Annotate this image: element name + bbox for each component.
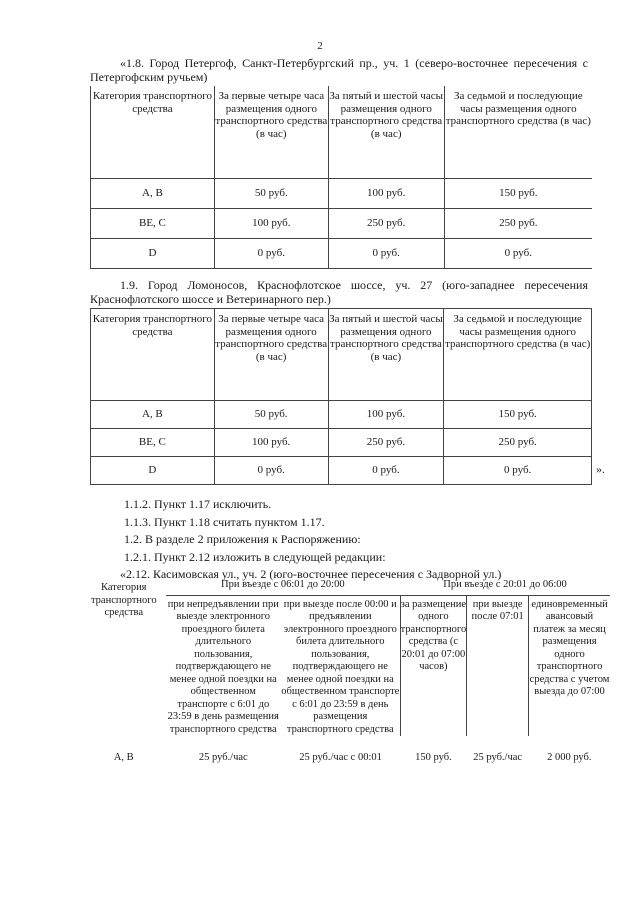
cell-price: 150 руб.: [415, 752, 452, 763]
table-header-row: [91, 86, 593, 178]
cell-category: BE, C: [91, 208, 215, 238]
cell-category: BE, C: [91, 429, 215, 457]
subheader-monthly-payment: единовременный авансовый платеж за месяц размещения одного транспортного средства с учетом выезда до 07:00: [529, 595, 610, 736]
header-seventh-hours: За седьмой и последующие часы размещения одного транспортного средства (в час): [444, 86, 592, 178]
header-day-entry: При въезде с 06:01 до 20:00: [166, 576, 401, 595]
header-seventh-hours: За седьмой и последующие часы размещения одного транспортного средства (в час): [444, 309, 592, 401]
section-1-9-caption: [90, 278, 588, 306]
cell-price: 0 руб.: [328, 457, 444, 485]
amendment-item: 1.1.2. Пункт 1.17 исключить.: [124, 497, 272, 511]
cell-price: 150 руб.: [444, 178, 592, 208]
amendment-item: 1.1.3. Пункт 1.18 считать пунктом 1.17.: [124, 514, 325, 529]
cell-price: 0 руб.: [444, 457, 592, 485]
cell-price: 2 000 руб.: [547, 752, 592, 763]
cell-price: 0 руб.: [214, 457, 328, 485]
cell-price: 50 руб.: [214, 401, 328, 429]
amendments-list: [120, 496, 502, 584]
amendment-item: 1.2. В разделе 2 приложения к Распоряжению:: [124, 532, 361, 546]
table-row: [91, 208, 593, 238]
page-number: 2: [317, 40, 323, 52]
table-row: [91, 457, 592, 485]
cell-price: 100 руб.: [328, 178, 444, 208]
section-2-12-table: [82, 576, 610, 765]
header-night-entry: При въезде с 20:01 до 06:00: [400, 576, 610, 595]
cell-price: 150 руб.: [444, 401, 592, 429]
cell-category: D: [91, 238, 215, 268]
table-row: [91, 238, 593, 268]
table-header-row: [91, 309, 592, 401]
cell-price: 25 руб./час: [473, 752, 523, 763]
section-1-8-caption-text: «1.8. Город Петергоф, Санкт-Петербургский пр., уч. 1 (северо-восточнее пересечения с Петергофским ручьем): [90, 56, 588, 84]
cell-category: A, B: [91, 401, 215, 429]
amendment-item: «2.12. Касимовская ул., уч. 2 (юго-восточнее пересечения с Задворной ул.): [120, 567, 502, 581]
table-row: [91, 178, 593, 208]
section-1-9-table: [90, 308, 592, 485]
subheader-no-ticket: при непредъявлении при выезде электронного проездного билета длительного пользования, подтверждающего не менее одной поездки на общественном транспорте с 6:01 до 23:59 в день размещения транспортного средства: [167, 598, 279, 735]
table-row: [82, 736, 610, 765]
table-row: [91, 429, 592, 457]
section-1-8-caption: [90, 56, 588, 84]
section-1-8-table: [90, 86, 592, 269]
table-header-row: [82, 576, 610, 595]
cell-price: 25 руб./час с 00:01: [299, 752, 382, 763]
cell-category: A, B: [113, 752, 134, 763]
cell-category: A, B: [91, 178, 215, 208]
subheader-with-ticket: при выезде после 00:00 и предъявлении электронного проездного билета длительного пользования, подтверждающего не менее одной поездки на общественном транспорте с 6:01 до 23:59 в день размещения транспортного средства: [281, 598, 400, 735]
amendment-item: 1.2.1. Пункт 2.12 изложить в следующей редакции:: [124, 549, 386, 564]
cell-price: 100 руб.: [214, 208, 328, 238]
cell-price: 250 руб.: [328, 429, 444, 457]
subheader-exit-after-0701: при выезде после 07:01: [467, 595, 529, 736]
header-first-four-hours: За первые четыре часа размещения одного транспортного средства (в час): [214, 86, 328, 178]
cell-price: 250 руб.: [328, 208, 444, 238]
cell-category: D: [91, 457, 215, 485]
cell-price: 25 руб./час: [198, 752, 248, 763]
header-category: Категория транспортного средства: [90, 582, 157, 618]
closing-quote-mark: ».: [596, 462, 605, 476]
cell-price: 100 руб.: [214, 429, 328, 457]
cell-price: 0 руб.: [328, 238, 444, 268]
header-fifth-sixth-hours: За пятый и шестой часы размещения одного транспортного средства (в час): [328, 86, 444, 178]
cell-price: 0 руб.: [214, 238, 328, 268]
header-fifth-sixth-hours: За пятый и шестой часы размещения одного транспортного средства (в час): [328, 309, 444, 401]
cell-price: 50 руб.: [214, 178, 328, 208]
subheader-night-placement: за размещение одного транспортного средства (с 20:01 до 07:00 часов): [400, 595, 467, 736]
section-1-9-caption-text: 1.9. Город Ломоносов, Краснофлотское шоссе, уч. 27 (юго-западнее пересечения Краснофлотского шоссе и Ветеринарного пер.): [90, 278, 588, 306]
header-category: Категория транспортного средства: [91, 309, 215, 401]
header-first-four-hours: За первые четыре часа размещения одного транспортного средства (в час): [214, 309, 328, 401]
cell-price: 0 руб.: [444, 238, 592, 268]
cell-price: 100 руб.: [328, 401, 444, 429]
cell-price: 250 руб.: [444, 429, 592, 457]
header-category: Категория транспортного средства: [91, 86, 215, 178]
cell-price: 250 руб.: [444, 208, 592, 238]
table-row: [91, 401, 592, 429]
